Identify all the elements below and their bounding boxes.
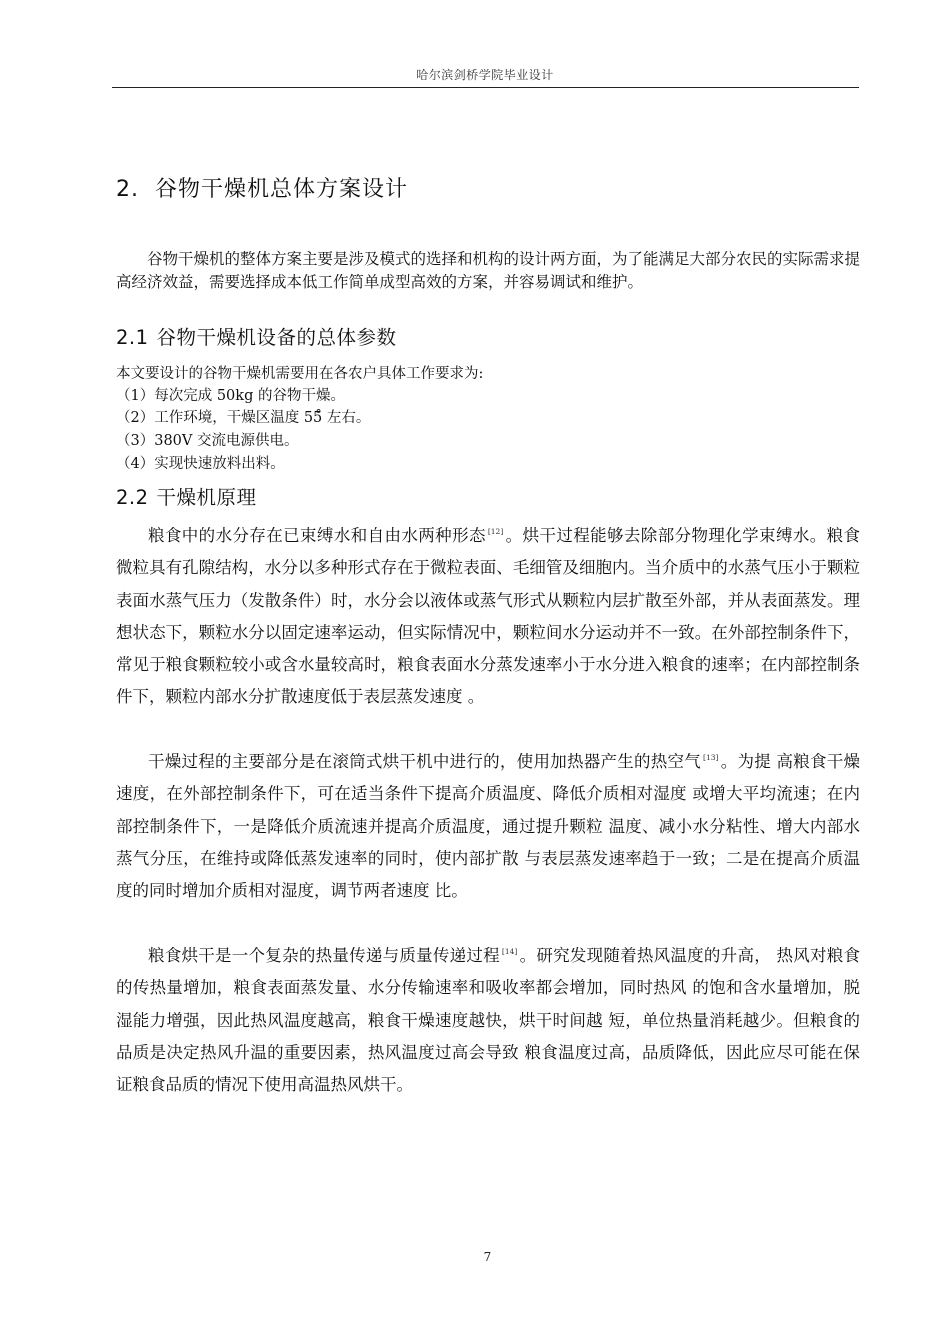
subsection-title: 干燥机原理 [156,486,257,509]
requirement-item: （2）工作环境，干燥区温度 55̊ 左右。 [116,410,371,426]
citation: [13] [703,753,719,762]
subsection-number: 2.1 [116,326,149,349]
subsection-title: 谷物干燥机设备的总体参数 [156,326,397,349]
section-title: 谷物干燥机总体方案设计 [155,177,409,202]
subsection-heading-2-2 [116,482,257,510]
citation: [12] [487,527,504,536]
intro-paragraph: 谷物干燥机的整体方案主要是涉及模式的选择和机构的设计两方面，为了能满足大部分农民的实际需求提高经济效益，需要选择成本低工作简单成型高效的方案，并容易调试和维护。 [116,250,861,291]
body-paragraph [116,746,860,907]
paragraph-text: 。烘干过程能够去除部分物理化学束缚水。粮食微粒具有孔隙结构，水分以多种形式存在于微粒表面、毛细管及细胞内。当介质中的水蒸气压小于颗粒表面水蒸气压力（发散条件）时，水分会以液体或蒸气形式从颗粒内层扩散至外部，并从表面蒸发。理想状态下，颗粒水分以固定速率运动，但实际情况中，颗粒间水分运动并不一致。在外部控制条件下，常见于粮食颗粒较小或含水量较高时，粮食表面水分蒸发速率小于水分进入粮食的速率；在内部控制条件下，颗粒内部水分扩散速度低于表层蒸发速度 。 [116,526,861,707]
paragraph-text: 粮食烘干是一个复杂的热量传递与质量传递过程 [148,946,500,965]
requirement-item: （3）380V 交流电源供电。 [116,433,299,449]
requirement-item: （1）每次完成 50kg 的谷物干燥。 [116,388,345,404]
subsection-number: 2.2 [116,486,149,509]
requirements-lead: 本文要设计的谷物干燥机需要用在各农户具体工作要求为: [116,366,484,382]
paragraph-text: 粮食中的水分存在已束缚水和自由水两种形态 [148,526,486,545]
body-paragraph [116,520,860,714]
section-heading [116,172,408,203]
paragraph-text: 。为提 高粮食干燥速度，在外部控制条件下，可在适当条件下提高介质温度、降低介质相对湿度 或增大平均流速；在内部控制条件下，一是降低介质流速并提高介质温度，通过提升颗粒 温度、减小水分粘性、增大内部水蒸气分压，在维持或降低蒸发速率的同时，使内部扩散 与表层蒸发速率趋于一致；二是在提高介质温度的同时增加介质相对湿度，调节两者速度 比。 [116,752,861,901]
running-header: 哈尔滨剑桥学院毕业设计 [416,68,554,82]
page-number: 7 [483,1250,492,1264]
section-number: 2. [116,177,139,202]
body-paragraph [116,940,860,1101]
requirement-item: （4）实现快速放料出料。 [116,456,285,472]
paragraph-text: 。研究发现随着热风温度的升高， 热风对粮食的传热量增加，粮食表面蒸发量、水分传输速率和吸收率都会增加，同时热风 的饱和含水量增加，脱湿能力增强，因此热风温度越高，粮食干燥速度越快，烘干时间越 短，单位热量消耗越少。但粮食的品质是决定热风升温的重要因素，热风温度过高会导致 粮食温度过高，品质降低，因此应尽可能在保证粮食品质的情况下使用高温热风烘干。 [116,946,860,1095]
citation: [14] [501,947,518,956]
paragraph-text: 干燥过程的主要部分是在滚筒式烘干机中进行的，使用加热器产生的热空气 [148,752,702,771]
subsection-heading-2-1 [116,322,397,350]
header-rule [112,87,859,88]
